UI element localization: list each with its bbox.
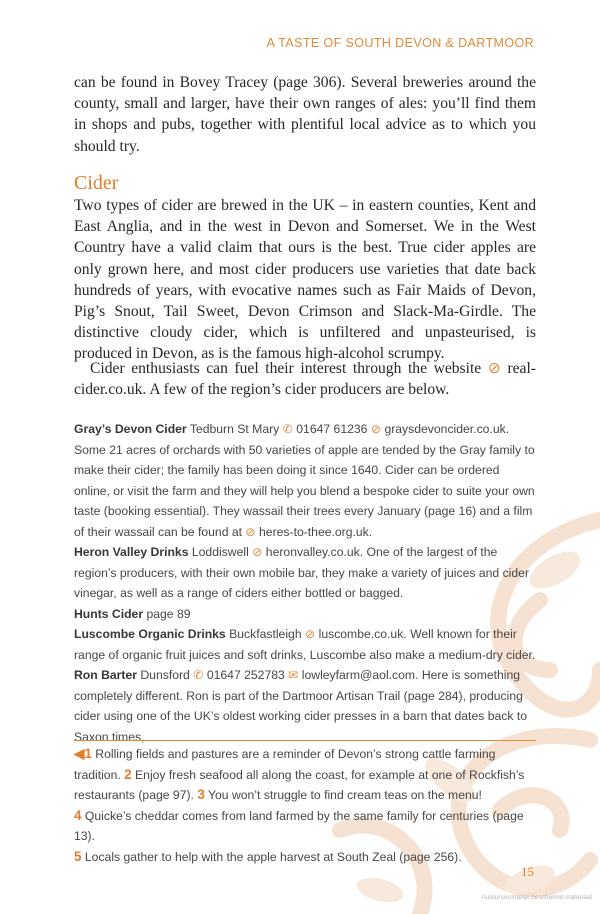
page-number: 15 bbox=[521, 864, 534, 879]
email-icon: ✉ bbox=[288, 668, 299, 682]
intro-paragraph: can be found in Bovey Tracey (page 306). Several breweries around the county, small and larger, have their own ranges of ales: you’ll find them in shops and pubs, together with plentiful local advice as to which you should try. bbox=[74, 74, 536, 155]
web-link-icon: ⊘ bbox=[252, 545, 263, 559]
producer-name: Gray’s Devon Cider bbox=[74, 422, 187, 436]
listing-item bbox=[74, 624, 538, 665]
producer-phone[interactable]: 01647 252783 bbox=[206, 668, 285, 682]
web-link-icon: ⊘ bbox=[305, 627, 316, 641]
caption-text: You won’t struggle to find cream teas on the menu! bbox=[204, 788, 482, 802]
listing-item bbox=[74, 542, 538, 604]
section-heading-cider: Cider bbox=[74, 172, 119, 194]
caption-number: 3 bbox=[197, 787, 205, 802]
producer-website[interactable]: heronvalley.co.uk bbox=[265, 545, 360, 559]
web-link-icon: ⊘ bbox=[370, 422, 382, 436]
caption-number: 4 bbox=[74, 807, 82, 823]
cider-paragraph-2-text: Cider enthusiasts can fuel their interest through the website bbox=[90, 360, 488, 377]
cider-paragraph-2 bbox=[74, 358, 536, 400]
producer-name: Heron Valley Drinks bbox=[74, 545, 189, 559]
producer-location: Dunsford bbox=[140, 668, 190, 682]
listing-item bbox=[74, 604, 538, 625]
caption-item bbox=[74, 847, 538, 868]
left-arrow-icon: ◀ bbox=[74, 746, 85, 761]
cider-paragraph-1: Two types of cider are brewed in the UK – in eastern counties, Kent and East Anglia, and in the west in Devon and Somerset. We in the West Country have a valid claim that ours is the best. True cider apples are only grown here, and most cider producers use varieties that date back hundreds of years, with evocative names such as Fair Maids of Devon, Pig’s Snout, Tail Sweet, Devon Crimson and Slack-Ma-Girdle. The distinctive cloudy cider, which is unfiltered and unpasteurised, is produced in Devon, as is the famous high-alcohol scrumpy. bbox=[74, 197, 536, 363]
listing-item bbox=[74, 665, 538, 747]
producer-name: Luscombe Organic Drinks bbox=[74, 627, 226, 641]
producer-location: Loddiswell bbox=[191, 545, 249, 559]
caption-text: Rolling fields and pastures are a reminder of Devon’s strong cattle farming tradition. bbox=[74, 747, 496, 782]
running-head: A TASTE OF SOUTH DEVON & DARTMOOR bbox=[266, 36, 534, 50]
producer-location: page 89 bbox=[146, 606, 191, 621]
caption-number: 1 bbox=[84, 746, 92, 761]
caption-number: 5 bbox=[74, 848, 82, 864]
producer-email[interactable]: lowleyfarm@aol.com bbox=[301, 668, 416, 682]
phone-icon: ✆ bbox=[193, 668, 204, 682]
caption-text: Enjoy fresh seafood all along the coast, for example at one of Rockfish’s restaurants (page 97). bbox=[74, 767, 525, 802]
producer-website-secondary[interactable]: heres-to-thee.org.uk bbox=[259, 524, 369, 539]
producer-location: Buckfastleigh bbox=[229, 627, 302, 641]
producer-description-end: . bbox=[368, 524, 373, 539]
producer-description: . Well known for their range of organic fruit juices and soft drinks, Luscombe also make a medium-dry cider. bbox=[74, 627, 536, 662]
producer-location: Tedburn St Mary bbox=[189, 422, 280, 436]
web-link-icon: ⊘ bbox=[487, 360, 501, 377]
caption-text: Locals gather to help with the apple harvest at South Zeal (page 256). bbox=[81, 849, 462, 864]
photo-captions bbox=[74, 744, 538, 867]
producer-website[interactable]: luscombe.co.uk bbox=[318, 627, 404, 641]
phone-icon: ✆ bbox=[282, 422, 293, 436]
caption-item bbox=[74, 806, 538, 847]
cider-paragraph-2-end: . A few of the region’s cider producers are below. bbox=[142, 381, 450, 399]
producer-description: . One of the largest of the region’s producers, with their own mobile bar, they make a variety of juices and cider vinegar, as well as a range of ciders either bottled or bagged. bbox=[74, 545, 530, 600]
producer-website[interactable]: graysdevoncider.co.uk bbox=[384, 422, 506, 436]
producer-phone[interactable]: 01647 61236 bbox=[296, 422, 368, 436]
producer-listings bbox=[74, 419, 538, 747]
real-cider-link[interactable]: real-cider.co.uk bbox=[74, 360, 536, 399]
caption-number: 2 bbox=[124, 766, 132, 782]
producer-description: . Here is something completely different. Ron is part of the Dartmoor Artisan Trail (page 284), producing cider using one of the UK’s oldest working cider presses in a barn that dates back to Saxon times, bbox=[74, 668, 527, 744]
watermark: Auteursrechtelijk beschermd materiaal bbox=[481, 894, 592, 901]
caption-item bbox=[74, 744, 538, 806]
caption-text: Quicke’s cheddar comes from land farmed by the same family for centuries (page 13). bbox=[74, 808, 524, 843]
caption-divider bbox=[74, 740, 536, 741]
web-link-icon: ⊘ bbox=[245, 524, 256, 539]
producer-name: Ron Barter bbox=[74, 668, 137, 682]
producer-name: Hunts Cider bbox=[74, 606, 144, 621]
producer-description: . Some 21 acres of orchards with 50 varieties of apple are tended by the Gray family to make their cider; the family has been doing it since 1640. Cider can be ordered online, or visit the farm and they will help you blend a bespoke cider to suite your own taste (booking essential). They wassail their trees every January (page 16) and a film of their wassail can be found at bbox=[74, 422, 535, 539]
listing-item bbox=[74, 419, 538, 542]
